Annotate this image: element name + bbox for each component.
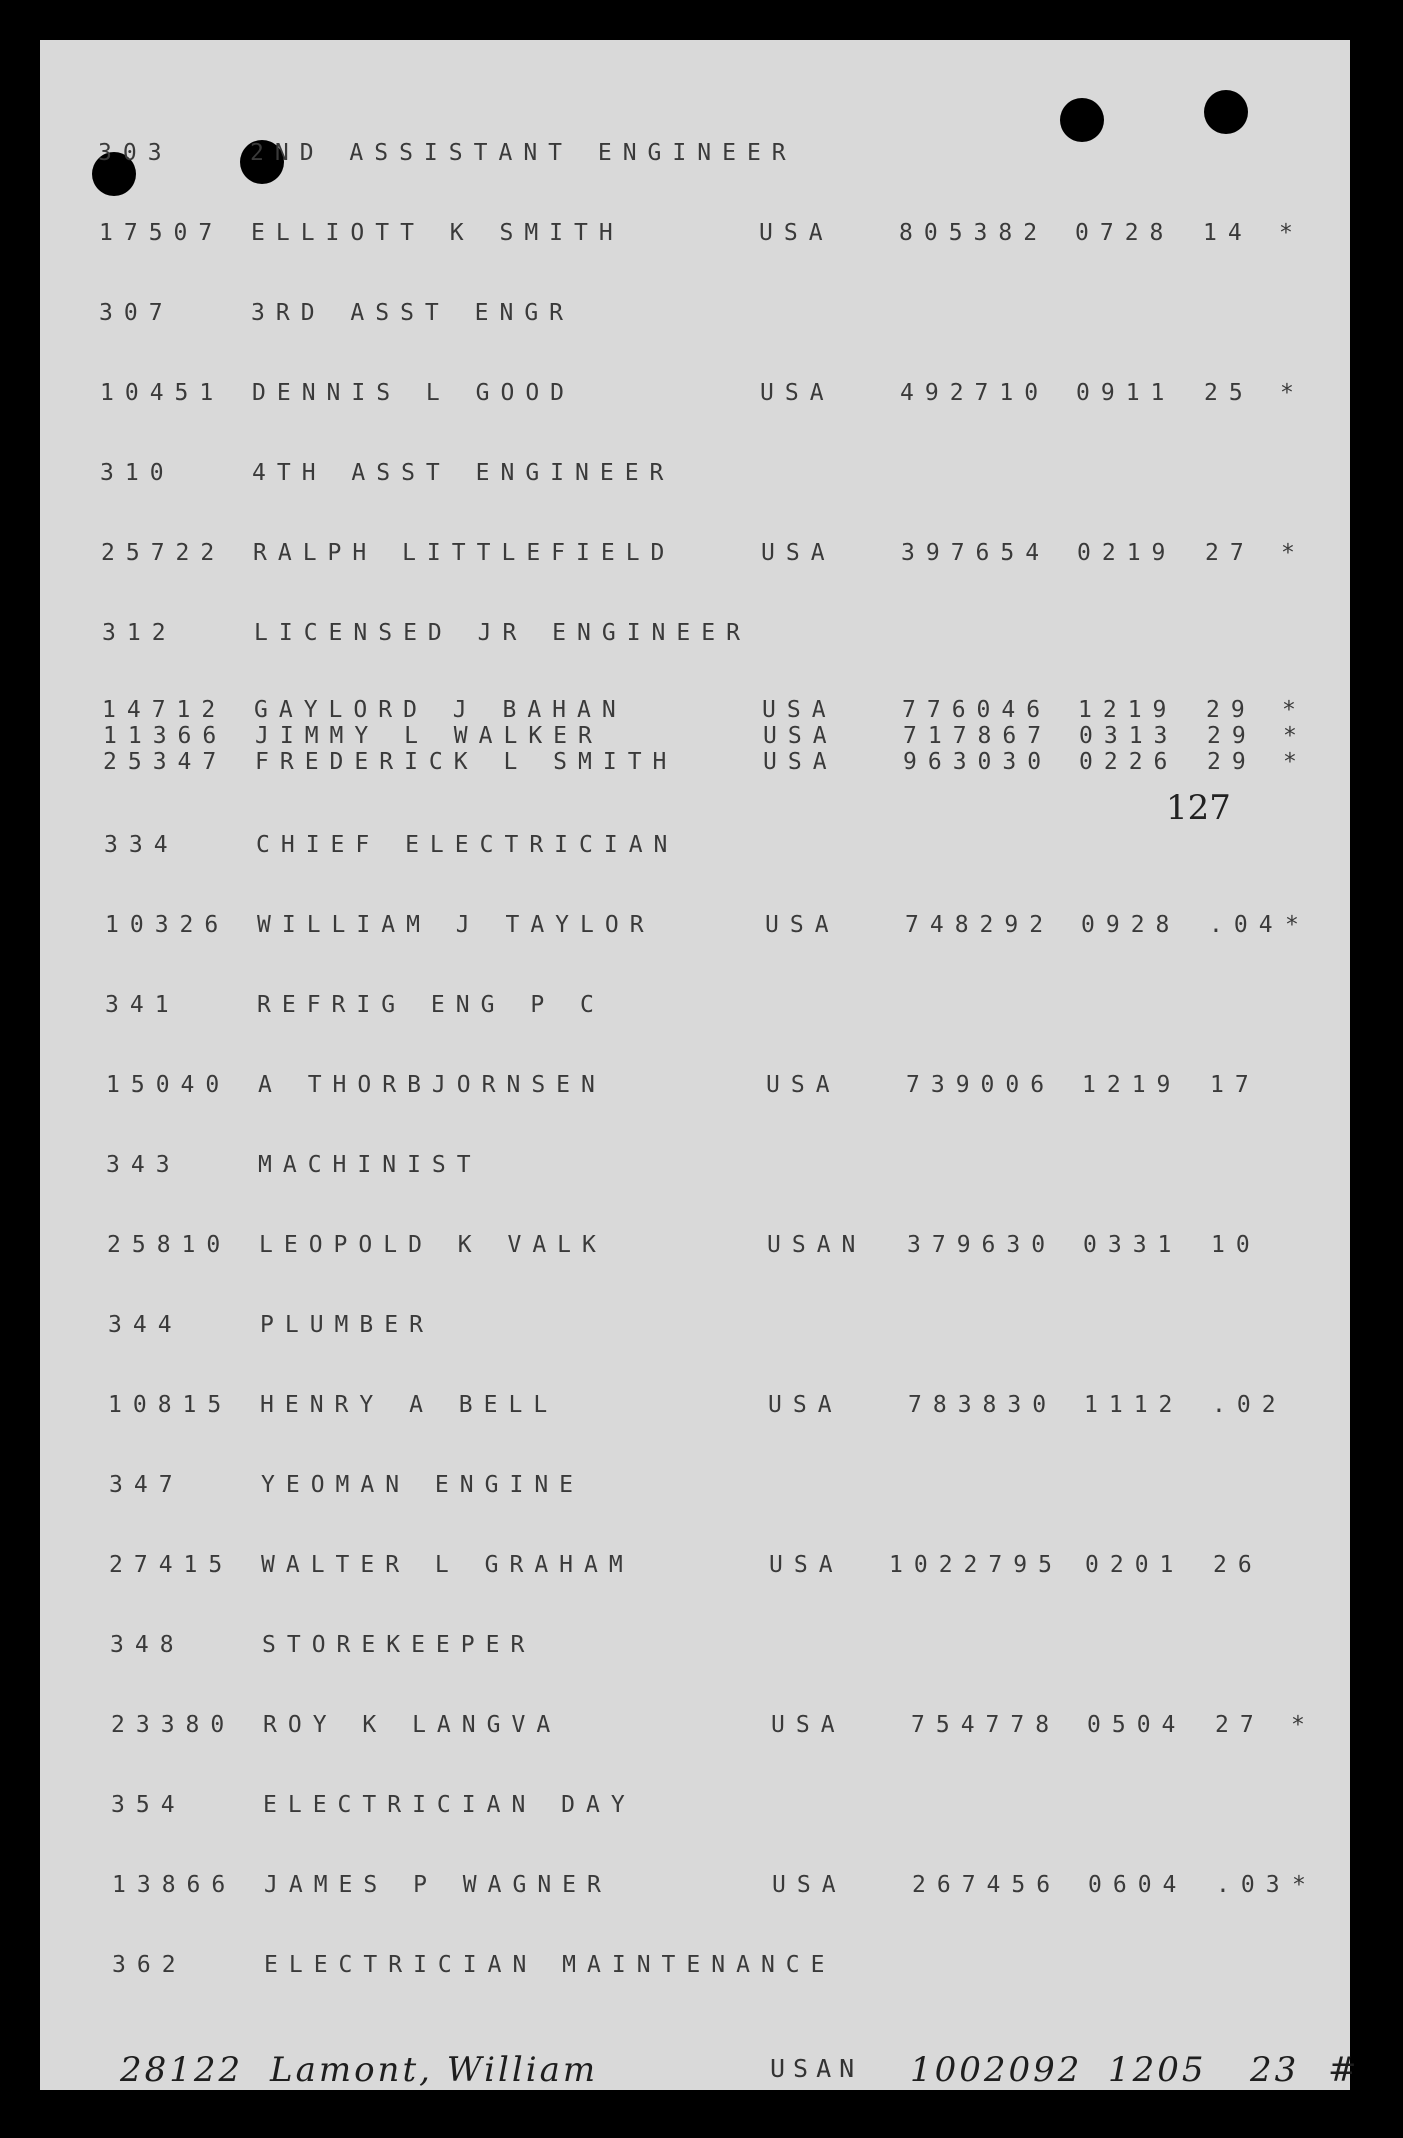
handwritten-citizenship: USAN [770,2054,863,2083]
date-code: 0201 [1085,1552,1185,1578]
crew-entry [102,698,1342,722]
position-heading [109,1470,1349,1500]
value: 27 [1215,1712,1265,1738]
employee-id: 10815 [108,1392,233,1418]
document-number: 397654 [901,540,1051,566]
employee-id: 10326 [105,912,230,938]
position-code: 362 [112,1952,187,1978]
date-code: 0604 [1088,1872,1188,1898]
date-code: 0219 [1077,540,1177,566]
crew-entry [109,1550,1349,1580]
citizenship: USA [769,1552,844,1578]
position-title: PLUMBER [260,1312,434,1338]
employee-id: 10451 [100,380,225,406]
position-title: REFRIG ENG P C [257,992,605,1018]
citizenship: USA [759,220,834,246]
employee-name: JAMES P WAGNER [264,1872,612,1898]
value: 26 [1213,1552,1263,1578]
position-code: 348 [110,1632,185,1658]
position-heading [111,1790,1351,1820]
date-code: 0911 [1076,380,1176,406]
mark: * [1283,723,1308,749]
position-heading [110,1630,1350,1660]
crew-entry [105,910,1345,940]
employee-name: WILLIAM J TAYLOR [257,912,655,938]
position-title: CHIEF ELECTRICIAN [256,832,679,858]
date-code: 0331 [1083,1232,1183,1258]
position-code: 310 [100,460,175,486]
employee-name: RALPH LITTLEFIELD [253,540,676,566]
value: .02 [1212,1392,1287,1418]
position-heading [105,990,1345,1020]
crew-entry [100,378,1340,408]
crew-entry [101,538,1341,568]
position-code: 343 [106,1152,181,1178]
employee-id: 13866 [112,1872,237,1898]
document-number: 748292 [905,912,1055,938]
value: 27 [1205,540,1255,566]
document-page [40,40,1360,2090]
document-number: 754778 [911,1712,1061,1738]
position-code: 344 [108,1312,183,1338]
position-heading [104,830,1344,860]
handwritten-mark: # [1328,2050,1360,2090]
citizenship: USA [772,1872,847,1898]
crew-entry [107,1230,1347,1260]
position-title: LICENSED JR ENGINEER [254,620,751,646]
position-code: 312 [102,620,177,646]
position-code: 303 [98,140,173,166]
document-number: 717867 [903,723,1053,749]
crew-entry [112,1870,1352,1900]
employee-id: 17507 [99,220,224,246]
mark: * [1292,1872,1317,1898]
mark: * [1279,220,1304,246]
value: .04 [1209,912,1284,938]
employee-id: 25722 [101,540,226,566]
position-heading [99,298,1339,328]
handwritten-value: 23 [1250,2050,1300,2090]
employee-id: 11366 [103,723,228,749]
employee-id: 27415 [109,1552,234,1578]
position-title: YEOMAN ENGINE [261,1472,585,1498]
employee-name: HENRY A BELL [260,1392,559,1418]
position-code: 334 [104,832,179,858]
document-number: 805382 [899,220,1049,246]
employee-id: 15040 [106,1072,231,1098]
document-number: 492710 [900,380,1050,406]
position-code: 307 [99,300,174,326]
citizenship: USA [763,723,838,749]
mark: * [1281,540,1306,566]
date-code: 0928 [1081,912,1181,938]
position-title: STOREKEEPER [262,1632,536,1658]
employee-id: 25347 [103,749,228,775]
value: 25 [1204,380,1254,406]
employee-id: 25810 [107,1232,232,1258]
handwritten-number: 1002092 [910,2050,1083,2090]
employee-name: A THORBJORNSEN [258,1072,606,1098]
mark: * [1283,749,1308,775]
employee-id: 23380 [111,1712,236,1738]
position-title: ELECTRICIAN DAY [263,1792,636,1818]
date-code: 1219 [1078,697,1178,723]
crew-entry [111,1710,1351,1740]
document-number: 776046 [902,697,1052,723]
value: 29 [1207,723,1257,749]
employee-name: ROY K LANGVA [263,1712,562,1738]
value: 10 [1211,1232,1261,1258]
employee-name: FREDERICK L SMITH [255,749,678,775]
position-heading [100,458,1340,488]
value: .03 [1216,1872,1291,1898]
mark: * [1291,1712,1316,1738]
citizenship: USA [768,1392,843,1418]
citizenship: USA [761,540,836,566]
document-number: 783830 [908,1392,1058,1418]
employee-name: GAYLORD J BAHAN [254,697,627,723]
document-number: 267456 [912,1872,1062,1898]
value: 29 [1207,749,1257,775]
employee-name: LEOPOLD K VALK [259,1232,607,1258]
citizenship: USA [763,749,838,775]
document-number: 963030 [903,749,1053,775]
citizenship: USA [762,697,837,723]
position-title: 3RD ASST ENGR [251,300,575,326]
citizenship: USA [765,912,840,938]
date-code: 0226 [1079,749,1179,775]
position-code: 354 [111,1792,186,1818]
position-code: 341 [105,992,180,1018]
date-code: 0728 [1075,220,1175,246]
crew-entry [106,1070,1346,1100]
value: 14 [1203,220,1253,246]
citizenship: USAN [767,1232,867,1258]
citizenship: USA [760,380,835,406]
date-code: 0313 [1079,723,1179,749]
crew-entry [103,724,1343,748]
handwritten-date: 1205 [1108,2050,1207,2090]
date-code: 1219 [1082,1072,1182,1098]
position-title: 4TH ASST ENGINEER [252,460,675,486]
position-code: 347 [109,1472,184,1498]
mark: * [1280,380,1305,406]
position-heading [102,618,1342,648]
document-number: 1022795 [889,1552,1063,1578]
position-title: 2ND ASSISTANT ENGINEER [250,140,797,166]
crew-entry [103,750,1343,774]
handwritten-name: Lamont, William [270,2050,599,2090]
value: 17 [1210,1072,1260,1098]
position-heading [112,1950,1352,1980]
date-code: 1112 [1084,1392,1184,1418]
page-number: 127 [1166,788,1231,828]
employee-name: DENNIS L GOOD [252,380,576,406]
mark: * [1285,912,1310,938]
position-heading [106,1150,1346,1180]
crew-entry [99,218,1339,248]
date-code: 0504 [1087,1712,1187,1738]
value: 29 [1206,697,1256,723]
handwritten-id: 28122 [120,2050,244,2090]
document-number: 739006 [906,1072,1056,1098]
employee-name: JIMMY L WALKER [255,723,603,749]
employee-name: ELLIOTT K SMITH [251,220,624,246]
employee-id: 14712 [102,697,227,723]
punch-hole [1204,90,1248,134]
position-heading [98,138,1338,168]
position-heading [108,1310,1348,1340]
punch-hole [1060,98,1104,142]
mark: * [1282,697,1307,723]
document-number: 379630 [907,1232,1057,1258]
crew-entry [108,1390,1348,1420]
employee-name: WALTER L GRAHAM [261,1552,634,1578]
position-title: MACHINIST [258,1152,482,1178]
citizenship: USA [771,1712,846,1738]
citizenship: USA [766,1072,841,1098]
position-title: ELECTRICIAN MAINTENANCE [264,1952,836,1978]
